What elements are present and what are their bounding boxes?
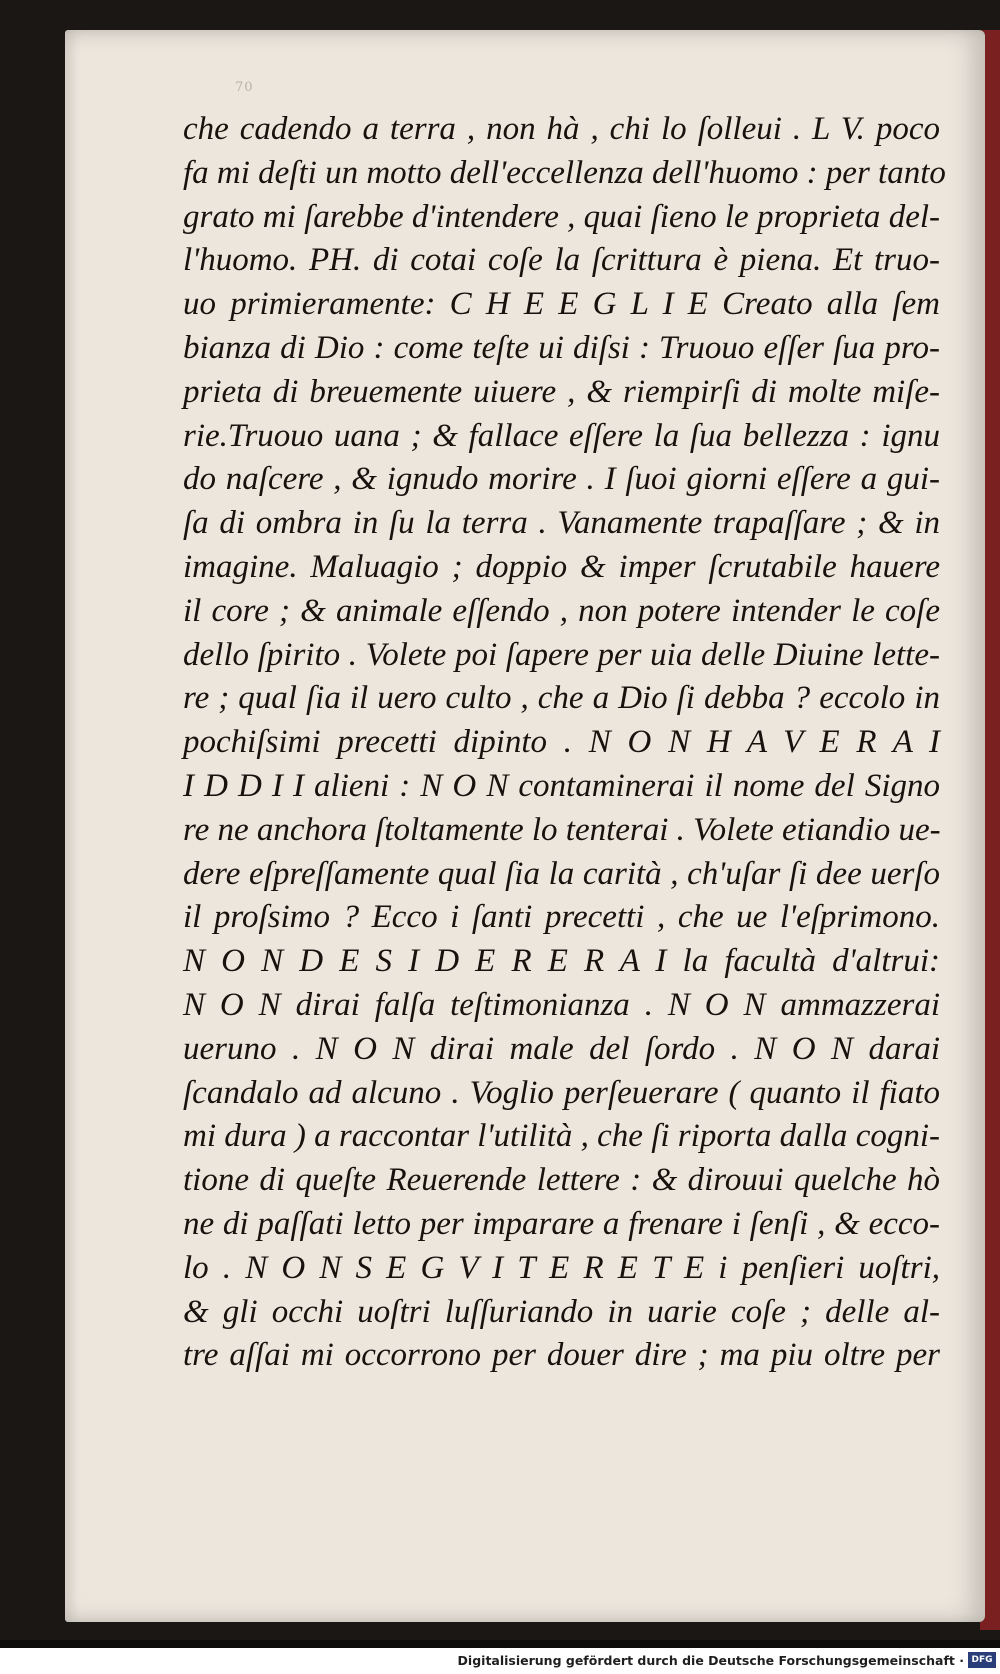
text-line: tre aſſai mi occorrono per douer dire ; ma piu oltre per <box>183 1337 940 1374</box>
text-line: & gli occhi uoſtri luſſuriando in uarie coſe ; delle al- <box>183 1293 940 1330</box>
text-line: fa mi deſti un motto dell'eccellenza dell'huomo : per tanto <box>183 154 946 191</box>
text-line: grato mi ſarebbe d'intendere , quai ſieno le proprieta del- <box>183 198 940 235</box>
text-line: uo primieramente: C H E E G L I E Creato alla ſem <box>183 286 940 323</box>
text-line: do naſcere , & ignudo morire . I ſuoi giorni eſſere a gui- <box>183 461 940 498</box>
text-line: re ne anchora ſtoltamente lo tenterai . Volete etiandio ue- <box>183 811 941 848</box>
text-line: il core ; & animale eſſendo , non potere intender le coſe <box>183 592 940 629</box>
text-line: tione di queſte Reuerende lettere : & dirouui quelche hò <box>183 1162 940 1199</box>
text-line: ſcandalo ad alcuno . Voglio perſeuerare ( quanto il fiato <box>183 1074 940 1111</box>
page-text <box>183 108 946 1378</box>
text-line: l'huomo. PH. di cotai coſe la ſcrittura è piena. Et truo- <box>183 242 940 279</box>
text-line: ſa di ombra in ſu la terra . Vanamente trapaſſare ; & in <box>183 505 940 542</box>
text-line: prieta di breuemente uiuere , & riempirſi di molte miſe- <box>183 373 940 410</box>
text-line: N O N dirai falſa teſtimonianza . N O N ammazzerai <box>183 986 940 1023</box>
text-line: pochiſsimi precetti dipinto . N O N H A V E R A I <box>183 724 940 761</box>
text-line: dello ſpirito . Volete poi ſapere per uia delle Diuine lette- <box>183 636 940 673</box>
text-line: ueruno . N O N dirai male del ſordo . N O N darai <box>183 1030 940 1067</box>
footer-credit: Digitalisierung gefördert durch die Deutsche Forschungsgemeinschaft · <box>457 1653 964 1668</box>
text-line: che cadendo a terra , non hà , chi lo ſolleui . L V. poco <box>183 111 940 147</box>
text-line: ne di paſſati letto per imparare a frenare i ſenſi , & ecco- <box>183 1205 940 1242</box>
text-line: dere eſpreſſamente qual ſia la carità , ch'uſar ſi dee uerſo <box>183 855 940 892</box>
text-line: imagine. Maluagio ; doppio & imper ſcrutabile hauere <box>183 548 940 585</box>
text-line: I D D I I alieni : N O N contaminerai il nome del Signo <box>183 767 940 804</box>
text-line: N O N D E S I D E R E R A I la facultà d'altrui: <box>183 943 940 980</box>
dfg-logo: DFG <box>968 1652 996 1668</box>
text-line: mi dura ) a raccontar l'utilità , che ſi riporta dalla cogni- <box>183 1118 940 1155</box>
text-line: rie.Truouo uana ; & fallace eſſere la ſua bellezza : ignu <box>183 417 940 454</box>
text-line: il proſsimo ? Ecco i ſanti precetti , che ue l'eſprimono. <box>183 899 940 936</box>
page-corner-mark: 70 <box>235 80 254 95</box>
text-line: re ; qual ſia il uero culto , che a Dio ſi debba ? eccolo in <box>183 680 940 717</box>
digitization-footer <box>0 1648 1000 1674</box>
text-line: bianza di Dio : come teſte ui diſsi : Truouo eſſer ſua pro- <box>183 329 940 366</box>
text-line: lo . N O N S E G V I T E R E T E i penſieri uoſtri, <box>183 1249 940 1286</box>
